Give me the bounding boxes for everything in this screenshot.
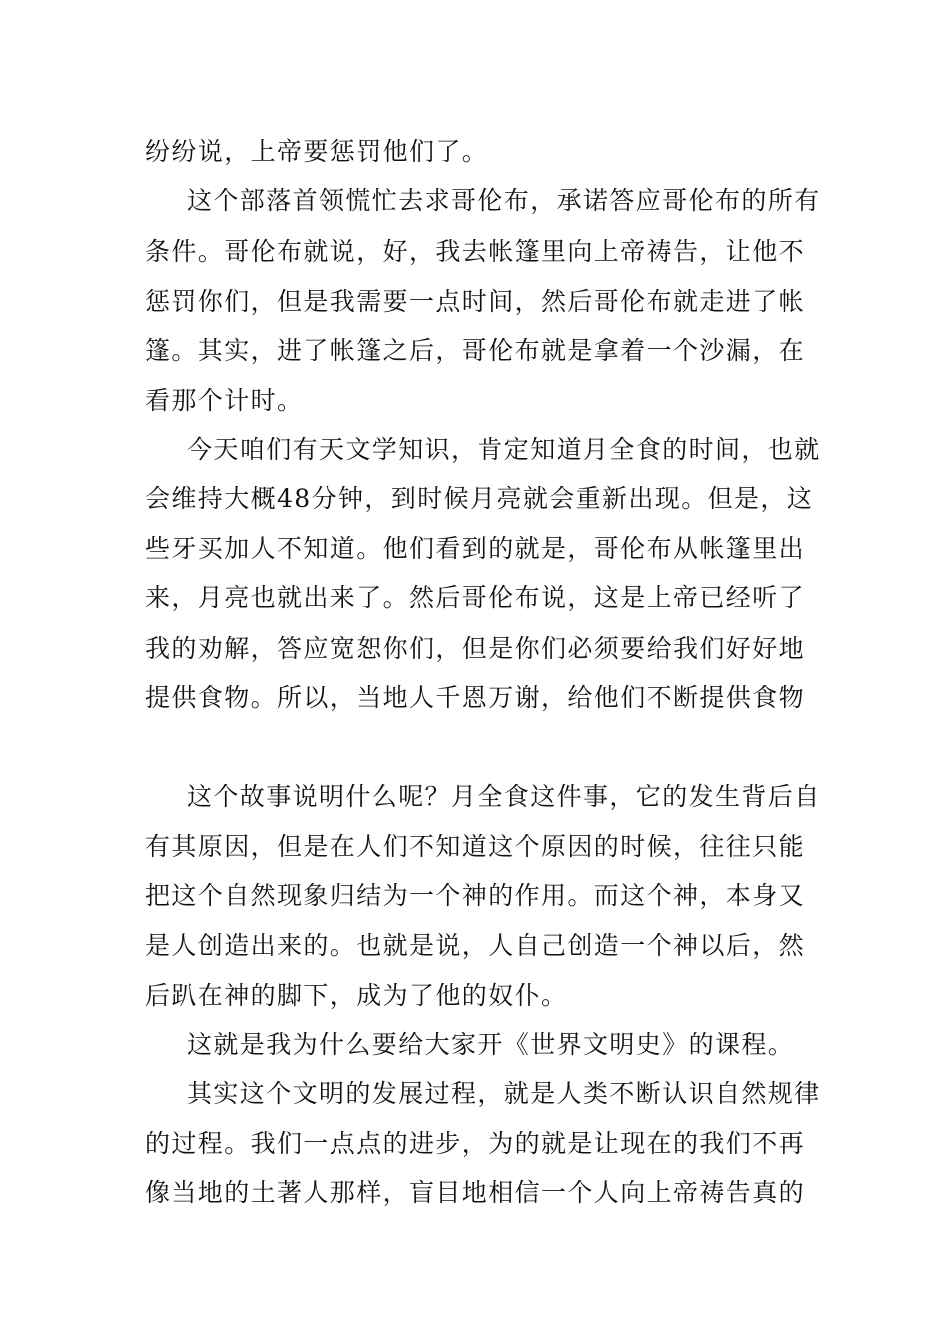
text-line: 来，月亮也就出来了。然后哥伦布说，这是上帝已经听了	[145, 583, 806, 612]
text-line: 些牙买加人不知道。他们看到的就是，哥伦布从帐篷里出	[145, 534, 806, 563]
text-line: 是人创造出来的。也就是说，人自己创造一个神以后，然	[145, 931, 806, 960]
text-line: 像当地的土著人那样，盲目地相信一个人向上帝祷告真的	[145, 1178, 806, 1207]
text-line: 的过程。我们一点点的进步，为的就是让现在的我们不再	[145, 1129, 806, 1158]
paragraph-first-line: 这个部落首领慌忙去求哥伦布，承诺答应哥伦布的所有	[187, 186, 821, 215]
paragraph-first-line: 这个故事说明什么呢？月全食这件事，它的发生背后自	[187, 782, 821, 811]
text-line: 我的劝解，答应宽恕你们，但是你们必须要给我们好好地	[145, 634, 806, 663]
text-line: 看那个计时。	[145, 386, 304, 415]
text-line: 会维持大概48分钟，到时候月亮就会重新出现。但是，这	[145, 484, 814, 513]
text-line: 后趴在神的脚下，成为了他的奴仆。	[145, 981, 568, 1010]
text-line: 纷纷说，上帝要惩罚他们了。	[145, 137, 489, 166]
paragraph-first-line: 今天咱们有天文学知识，肯定知道月全食的时间，也就	[187, 435, 821, 464]
text-line: 条件。哥伦布就说，好，我去帐篷里向上帝祷告，让他不	[145, 237, 806, 266]
text-line: 提供食物。所以，当地人千恩万谢，给他们不断提供食物	[145, 683, 806, 712]
text-line: 篷。其实，进了帐篷之后，哥伦布就是拿着一个沙漏，在	[145, 336, 806, 365]
text-line: 把这个自然现象归结为一个神的作用。而这个神，本身又	[145, 881, 806, 910]
paragraph-first-line: 这就是我为什么要给大家开《世界文明史》的课程。	[187, 1030, 795, 1059]
paragraph-first-line: 其实这个文明的发展过程，就是人类不断认识自然规律	[187, 1079, 821, 1108]
text-line: 惩罚你们，但是我需要一点时间，然后哥伦布就走进了帐	[145, 287, 806, 316]
text-line: 有其原因，但是在人们不知道这个原因的时候，往往只能	[145, 832, 806, 861]
